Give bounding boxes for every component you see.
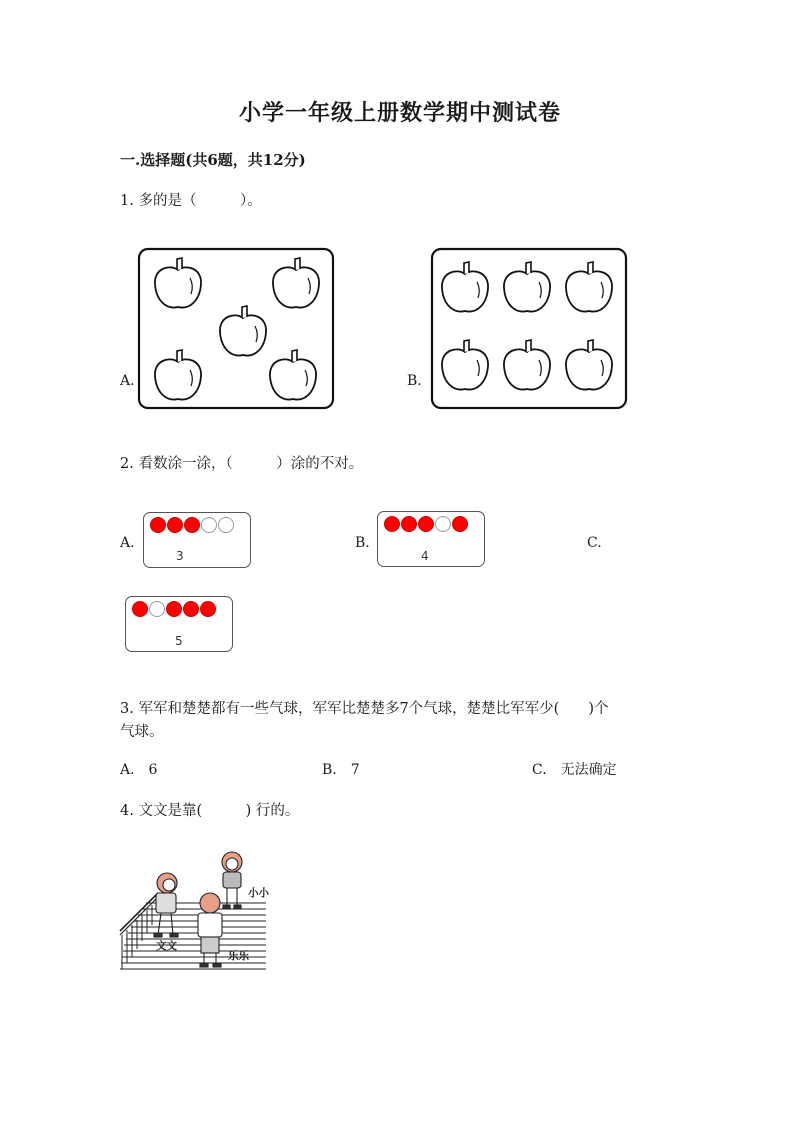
- question-3-text-line1: 3. 军军和楚楚都有一些气球，军军比楚楚多7个气球，楚楚比军军少( )个: [120, 701, 609, 717]
- q2-option-b-beads: [384, 516, 468, 532]
- q2-option-c-card: [125, 596, 233, 652]
- q2-option-b-card: [377, 511, 485, 567]
- q2-option-a-label[interactable]: A.: [120, 535, 135, 551]
- page-title: 小学一年级上册数学期中测试卷: [238, 100, 561, 126]
- question-2-text: 2. 看数涂一涂，（ ）涂的不对。: [120, 456, 364, 472]
- red-bead[interactable]: [418, 516, 434, 532]
- q2-option-b-number: 4: [421, 549, 429, 563]
- white-bead[interactable]: [201, 517, 217, 533]
- q2-option-c-number: 5: [175, 634, 183, 648]
- red-bead[interactable]: [150, 517, 166, 533]
- q3-option-b[interactable]: B. 7: [322, 762, 360, 778]
- q1-option-b-apples-image: [431, 248, 627, 409]
- q4-label-wenwen: 文文: [156, 940, 177, 952]
- red-bead[interactable]: [384, 516, 400, 532]
- q2-option-a-number: 3: [176, 549, 184, 563]
- red-bead[interactable]: [167, 517, 183, 533]
- q1-option-a-label[interactable]: A.: [120, 373, 135, 389]
- red-bead[interactable]: [452, 516, 468, 532]
- question-1-text: 1. 多的是（ ）。: [120, 193, 262, 209]
- section-heading: 一.选择题(共6题，共12分): [120, 151, 306, 169]
- white-bead[interactable]: [435, 516, 451, 532]
- question-3-text-line2: 气球。: [120, 724, 164, 740]
- red-bead[interactable]: [200, 601, 216, 617]
- red-bead[interactable]: [184, 517, 200, 533]
- q2-option-b-label[interactable]: B.: [355, 535, 370, 551]
- q2-option-c-beads: [132, 601, 216, 617]
- q3-option-c[interactable]: C. 无法确定: [532, 762, 617, 778]
- red-bead[interactable]: [166, 601, 182, 617]
- q2-option-c-label[interactable]: C.: [587, 535, 602, 551]
- q4-label-xiaoxiao: 小小: [248, 887, 269, 899]
- q2-option-a-card: [143, 512, 251, 568]
- red-bead[interactable]: [401, 516, 417, 532]
- red-bead[interactable]: [183, 601, 199, 617]
- q1-option-b-label[interactable]: B.: [407, 373, 422, 389]
- white-bead[interactable]: [218, 517, 234, 533]
- q3-option-a[interactable]: A. 6: [120, 762, 158, 778]
- white-bead[interactable]: [149, 601, 165, 617]
- q4-label-lele: 乐乐: [228, 950, 249, 962]
- q1-option-a-apples-image: [138, 248, 334, 409]
- question-4-text: 4. 文文是靠( ) 行的。: [120, 803, 300, 819]
- q2-option-a-beads: [150, 517, 234, 533]
- red-bead[interactable]: [132, 601, 148, 617]
